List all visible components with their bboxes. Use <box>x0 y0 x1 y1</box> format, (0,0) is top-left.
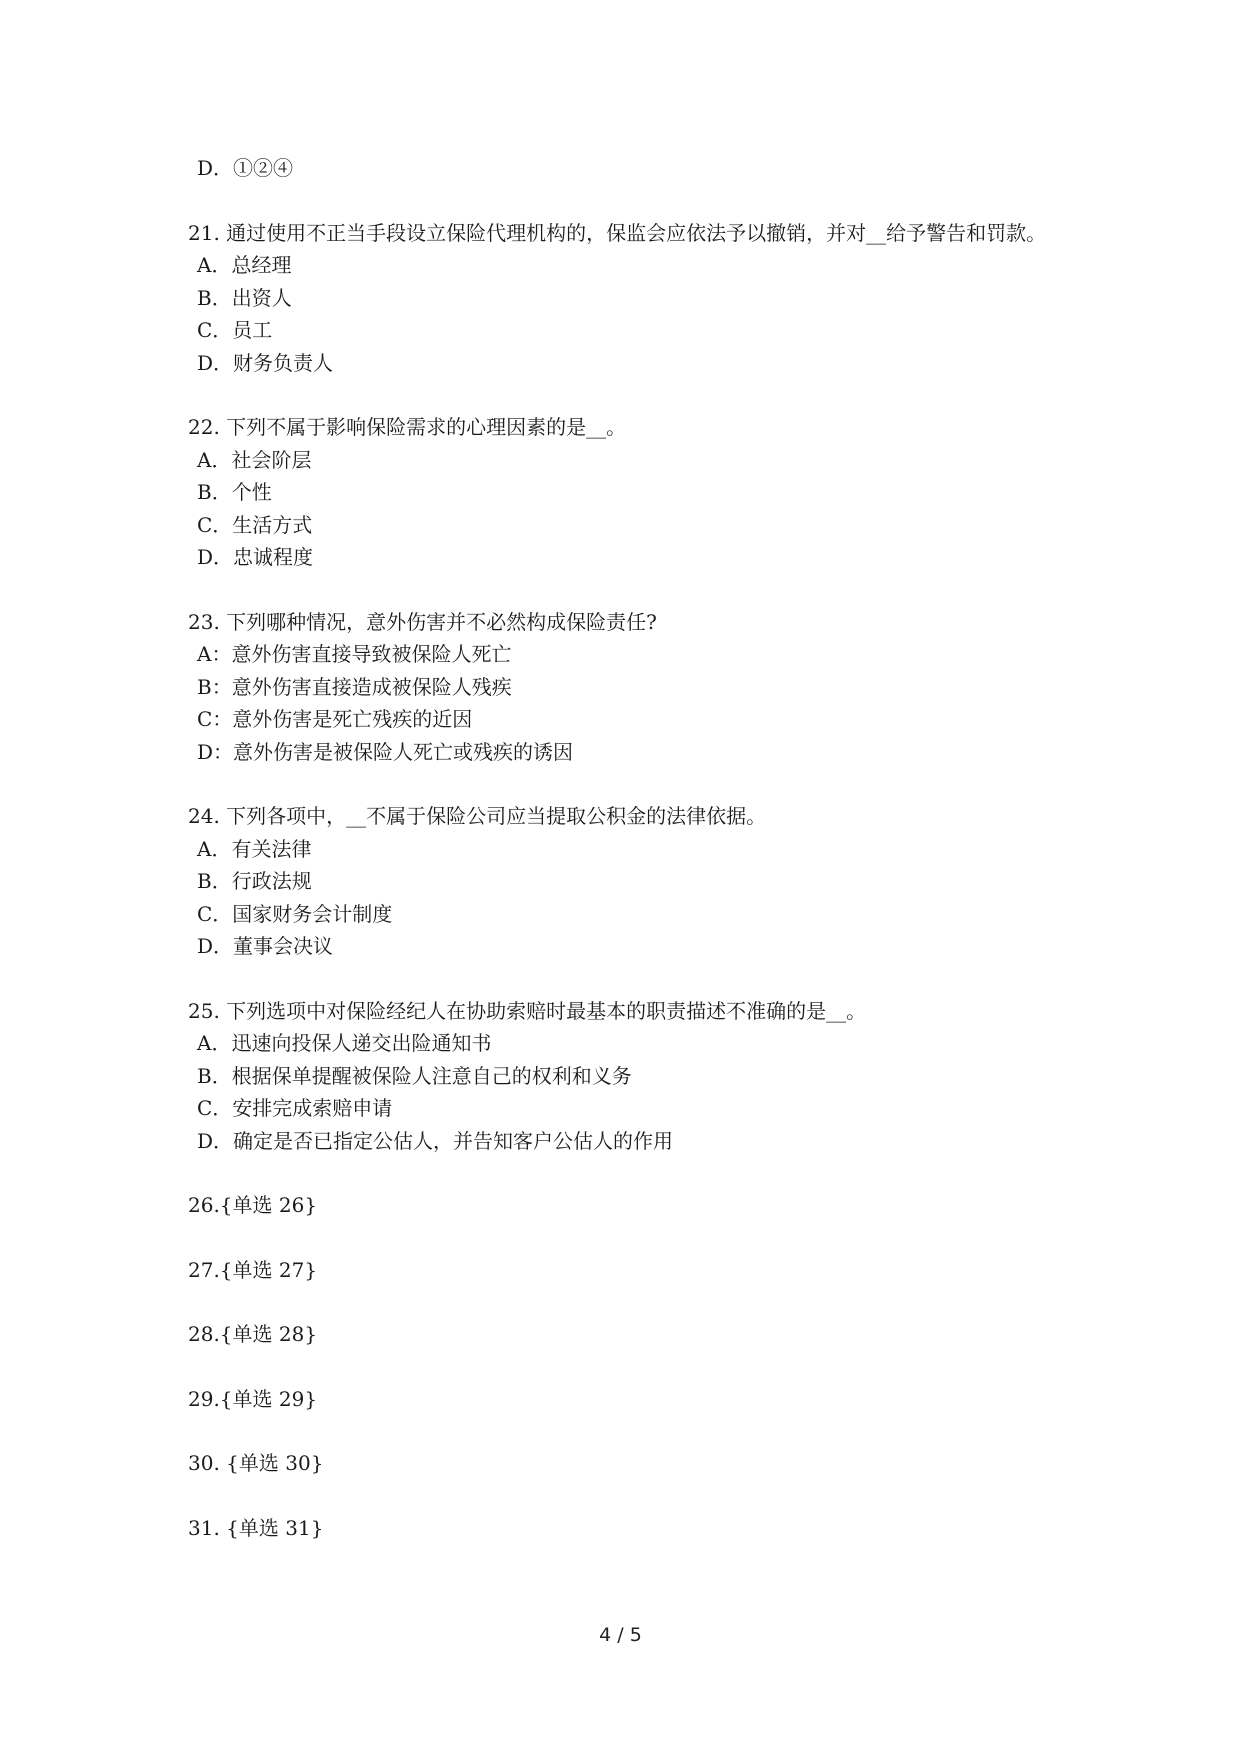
question-text: 21. 通过使用不正当手段设立保险代理机构的，保监会应依法予以撤销，并对__给予警告和罚款。 <box>188 220 1047 245</box>
option-d: D：意外伤害是被保险人死亡或残疾的诱因 <box>197 739 574 764</box>
option-c: C．员工 <box>197 318 273 342</box>
question-text: 23. 下列哪种情况，意外伤害并不必然构成保险责任? <box>188 609 657 634</box>
question-text: 22. 下列不属于影响保险需求的心理因素的是__。 <box>188 415 627 439</box>
page-content <box>188 152 1068 1544</box>
option-b: B：意外伤害直接造成被保险人残疾 <box>197 674 512 699</box>
option-b: B．行政法规 <box>197 869 312 893</box>
question-22 <box>188 411 1068 574</box>
option-a: A：意外伤害直接导致被保险人死亡 <box>197 642 512 666</box>
option-d: D．财务负责人 <box>197 350 334 375</box>
option-d: D．忠诚程度 <box>197 545 314 569</box>
question-21 <box>188 217 1068 380</box>
option-c: C．国家财务会计制度 <box>197 901 393 926</box>
option-b: B．根据保单提醒被保险人注意自己的权利和义务 <box>197 1063 632 1088</box>
placeholder-question-31: 31. {单选 31} <box>188 1515 324 1540</box>
option-b: B．出资人 <box>197 285 292 310</box>
option-b: B．个性 <box>197 480 272 504</box>
question-24 <box>188 800 1068 963</box>
option-c: C．生活方式 <box>197 512 313 537</box>
placeholder-question-26: 26.{单选 26} <box>188 1193 318 1217</box>
question-23 <box>188 606 1068 769</box>
option-d-previous: D．①②④ <box>197 156 294 180</box>
option-a: A．社会阶层 <box>197 447 312 472</box>
question-text: 25. 下列选项中对保险经纪人在协助索赔时最基本的职责描述不准确的是__。 <box>188 998 867 1023</box>
option-d: D．董事会决议 <box>197 934 334 958</box>
question-text: 24. 下列各项中，__不属于保险公司应当提取公积金的法律依据。 <box>188 804 767 828</box>
placeholder-question-30: 30. {单选 30} <box>188 1451 324 1475</box>
option-d: D．确定是否已指定公估人，并告知客户公估人的作用 <box>197 1128 674 1153</box>
option-a: A．迅速向投保人递交出险通知书 <box>197 1031 492 1055</box>
question-25 <box>188 995 1068 1158</box>
option-c: C．安排完成索赔申请 <box>197 1096 393 1120</box>
option-a: A．总经理 <box>197 253 292 277</box>
option-a: A．有关法律 <box>197 836 312 861</box>
placeholder-question-27: 27.{单选 27} <box>188 1257 318 1282</box>
placeholder-question-29: 29.{单选 29} <box>188 1386 318 1411</box>
placeholder-question-28: 28.{单选 28} <box>188 1322 318 1346</box>
page-number: 4 / 5 <box>599 1624 642 1646</box>
option-c: C：意外伤害是死亡残疾的近因 <box>197 707 473 731</box>
